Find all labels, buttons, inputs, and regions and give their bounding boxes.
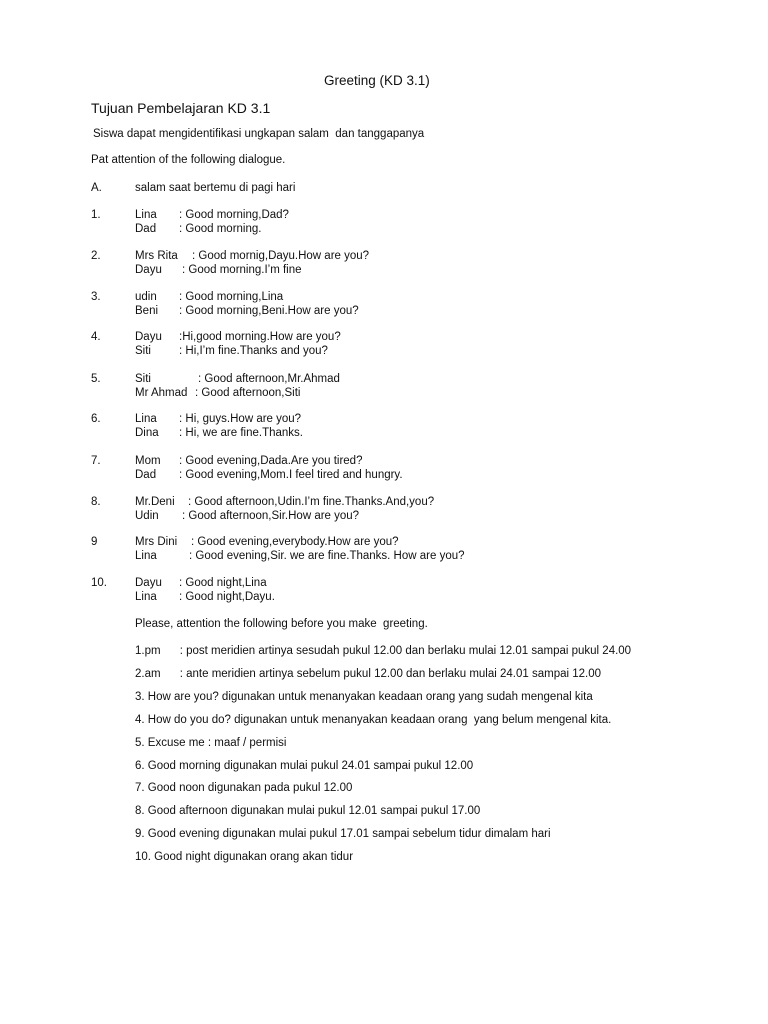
- speaker: Dad: [135, 469, 157, 481]
- utterance: : Good evening,Dada.Are you tired?: [179, 455, 363, 467]
- dialogue-number: 8.: [91, 496, 101, 508]
- dialogue-number: 6.: [91, 413, 101, 425]
- note-item: 3. How are you? digunakan untuk menanyakan keadaan orang yang sudah mengenal kita: [135, 691, 593, 703]
- speaker: Lina: [135, 209, 157, 221]
- dialogue-line: [135, 590, 275, 604]
- dialogue-line: [135, 304, 359, 318]
- speaker: Mrs Dini: [135, 536, 178, 548]
- dialogue-line: [135, 468, 403, 482]
- utterance: : Hi, guys.How are you?: [179, 413, 302, 425]
- dialogue-number: 1.: [91, 209, 101, 221]
- notes-intro: Please, attention the following before you make greeting.: [135, 618, 428, 630]
- speaker: Lina: [135, 550, 157, 562]
- dialogue-6: [135, 412, 303, 440]
- speaker: Mrs Rita: [135, 250, 178, 262]
- speaker: Mom: [135, 455, 161, 467]
- dialogue-line: [135, 535, 465, 549]
- dialogue-number: 2.: [91, 250, 101, 262]
- note-item: 2.am : ante meridien artinya sebelum pukul 12.00 dan berlaku mulai 24.01 sampai 12.00: [135, 668, 602, 680]
- utterance: : Good morning,Lina: [179, 291, 284, 303]
- utterance: : Good morning.I’m fine: [182, 264, 302, 276]
- dialogue-line: [135, 263, 369, 277]
- speaker: Dayu: [135, 577, 162, 589]
- dialogue-line: [135, 412, 303, 426]
- note-item: 9. Good evening digunakan mulai pukul 17.01 sampai sebelum tidur dimalam hari: [135, 828, 551, 840]
- utterance: : Good afternoon,Mr.Ahmad: [198, 373, 340, 385]
- utterance: : Good morning,Dad?: [179, 209, 289, 221]
- utterance: : Good afternoon,Sir.How are you?: [182, 510, 360, 522]
- utterance: : Hi, we are fine.Thanks.: [179, 427, 303, 439]
- dialogue-line: [135, 386, 340, 400]
- speaker: Siti: [135, 345, 151, 357]
- speaker: Dina: [135, 427, 159, 439]
- dialogue-2: [135, 249, 369, 277]
- utterance: : Good morning.: [179, 223, 262, 235]
- dialogue-line: [135, 549, 465, 563]
- document-title: Greeting (KD 3.1): [324, 73, 430, 88]
- dialogue-line: [135, 344, 341, 358]
- speaker: Lina: [135, 413, 157, 425]
- dialogue-number: 5.: [91, 373, 101, 385]
- note-item: 6. Good morning digunakan mulai pukul 24.01 sampai pukul 12.00: [135, 760, 474, 772]
- speaker: Beni: [135, 305, 159, 317]
- dialogue-line: [135, 330, 341, 344]
- dialogue-line: [135, 222, 289, 236]
- dialogue-line: [135, 454, 403, 468]
- speaker: Udin: [135, 510, 159, 522]
- dialogue-8: [135, 495, 434, 523]
- utterance: : Good evening,Sir. we are fine.Thanks. How are you?: [189, 550, 465, 562]
- dialogue-3: [135, 290, 359, 318]
- dialogue-line: [135, 249, 369, 263]
- section-label: A.: [91, 182, 102, 194]
- dialogue-number: 7.: [91, 455, 101, 467]
- utterance: : Good afternoon,Udin.I’m fine.Thanks.And,you?: [188, 496, 435, 508]
- dialogue-9: [135, 535, 465, 563]
- learning-objective-heading: Tujuan Pembelajaran KD 3.1: [91, 100, 271, 116]
- dialogue-4: [135, 330, 341, 358]
- dialogue-line: [135, 208, 289, 222]
- utterance: : Good night,Lina: [179, 577, 267, 589]
- note-item: 8. Good afternoon digunakan mulai pukul 12.01 sampai pukul 17.00: [135, 805, 481, 817]
- utterance: : Good night,Dayu.: [179, 591, 275, 603]
- note-item: 1.pm : post meridien artinya sesudah pukul 12.00 dan berlaku mulai 12.01 sampai pukul 24.00: [135, 645, 632, 657]
- speaker: Dayu: [135, 264, 162, 276]
- dialogue-number: 10.: [91, 577, 107, 589]
- note-item: 5. Excuse me : maaf / permisi: [135, 737, 287, 749]
- dialogue-line: [135, 372, 340, 386]
- dialogue-line: [135, 576, 275, 590]
- speaker: udin: [135, 291, 157, 303]
- speaker: Siti: [135, 373, 151, 385]
- note-item: 10. Good night digunakan orang akan tidur: [135, 851, 354, 863]
- note-item: 4. How do you do? digunakan untuk menanyakan keadaan orang yang belum mengenal kita.: [135, 714, 612, 726]
- speaker: Dad: [135, 223, 157, 235]
- dialogue-10: [135, 576, 275, 604]
- utterance: : Good mornig,Dayu.How are you?: [192, 250, 370, 262]
- speaker: Dayu: [135, 331, 162, 343]
- speaker: Mr Ahmad: [135, 387, 188, 399]
- utterance: : Good morning,Beni.How are you?: [179, 305, 359, 317]
- dialogue-1: [135, 208, 289, 236]
- dialogue-number: 4.: [91, 331, 101, 343]
- dialogue-line: [135, 509, 434, 523]
- speaker: Lina: [135, 591, 157, 603]
- utterance: : Hi,I’m fine.Thanks and you?: [179, 345, 328, 357]
- utterance: : Good evening,everybody.How are you?: [191, 536, 399, 548]
- objective-text: Siswa dapat mengidentifikasi ungkapan salam dan tanggapanya: [93, 128, 425, 140]
- utterance: : Good afternoon,Siti: [195, 387, 301, 399]
- dialogue-7: [135, 454, 403, 482]
- dialogue-line: [135, 426, 303, 440]
- dialogue-intro: Pat attention of the following dialogue.: [91, 154, 286, 166]
- utterance: :Hi,good morning.How are you?: [179, 331, 341, 343]
- dialogue-5: [135, 372, 340, 400]
- utterance: : Good evening,Mom.I feel tired and hungry.: [179, 469, 403, 481]
- note-item: 7. Good noon digunakan pada pukul 12.00: [135, 782, 353, 794]
- dialogue-line: [135, 290, 359, 304]
- dialogue-number: 9: [91, 536, 98, 548]
- speaker: Mr.Deni: [135, 496, 175, 508]
- section-text: salam saat bertemu di pagi hari: [135, 182, 296, 194]
- dialogue-number: 3.: [91, 291, 101, 303]
- dialogue-line: [135, 495, 434, 509]
